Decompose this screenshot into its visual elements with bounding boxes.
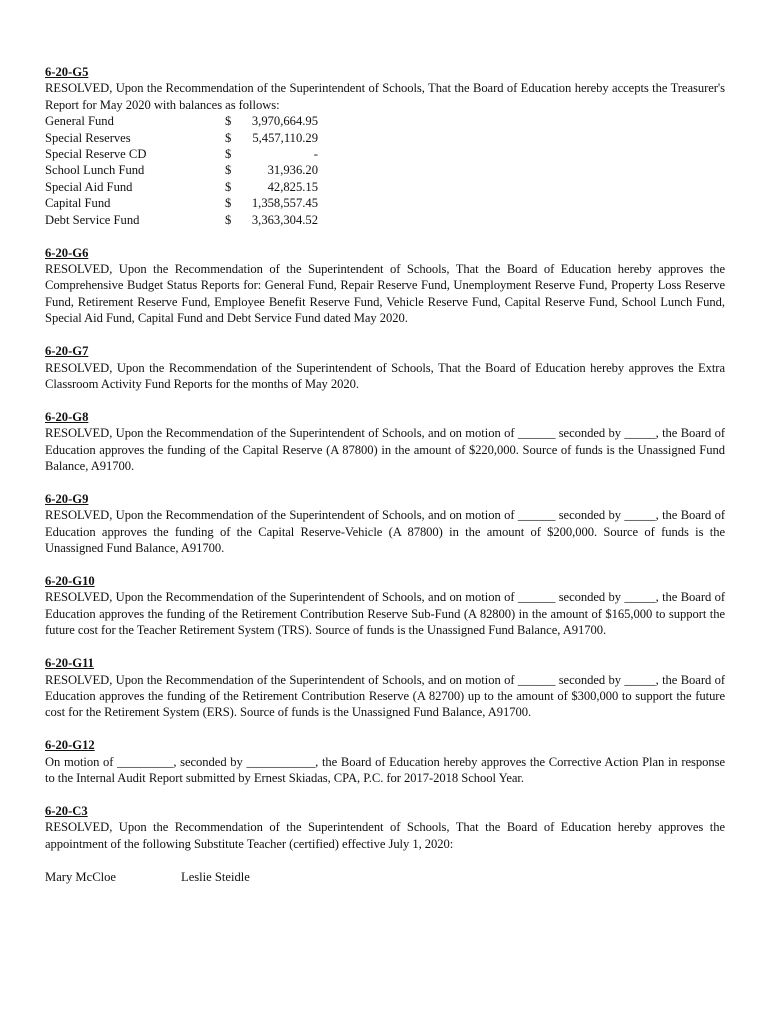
section-id: 6-20-G10 <box>45 574 95 589</box>
teacher-name: Mary McCloe <box>45 870 116 885</box>
fund-currency: $ <box>225 130 232 145</box>
section-6-20-g6 <box>45 245 725 327</box>
fund-name: Special Reserve CD <box>45 147 147 162</box>
section-id: 6-20-G8 <box>45 409 89 424</box>
table-row <box>45 195 318 211</box>
section-6-20-g5 <box>45 64 725 228</box>
section-id: 6-20-G7 <box>45 344 89 359</box>
fund-amount: 1,358,557.45 <box>251 196 318 211</box>
section-6-20-g9 <box>45 491 725 557</box>
fund-name: Debt Service Fund <box>45 212 140 227</box>
substitute-teacher-names <box>45 869 725 885</box>
fund-currency: $ <box>225 196 232 211</box>
table-row <box>45 130 318 146</box>
fund-amount: - <box>313 147 318 162</box>
section-6-20-c3 <box>45 803 725 886</box>
section-text: RESOLVED, Upon the Recommendation of the Superintendent of Schools, and on motion of ______ seconded by _____, the Board of Education approves the funding of the Retirement Contribution Reserve Sub-Fund (A 82800) in the amount of $165,000 to support the future cost for the Teacher Retirement System (TRS). Source of funds is the Unassigned Fund Balance, A91700. <box>45 590 725 638</box>
section-text: RESOLVED, Upon the Recommendation of the Superintendent of Schools, That the Board of Education hereby approves the Extra Classroom Activity Fund Reports for the months of May 2020. <box>45 360 725 391</box>
table-row <box>45 212 318 228</box>
fund-currency: $ <box>225 163 232 178</box>
fund-amount: 5,457,110.29 <box>252 130 318 145</box>
fund-currency: $ <box>225 114 232 129</box>
section-6-20-g10 <box>45 573 725 639</box>
table-row <box>45 162 318 178</box>
section-text: RESOLVED, Upon the Recommendation of the Superintendent of Schools, and on motion of ______ seconded by _____, the Board of Education approves the funding of the Capital Reserve (A 87800) in the amount of $220,000. Source of funds is the Unassigned Fund Balance, A91700. <box>45 426 725 474</box>
section-id: 6-20-G6 <box>45 245 89 260</box>
table-row <box>45 179 318 195</box>
fund-amount: 42,825.15 <box>267 179 318 194</box>
section-text: RESOLVED, Upon the Recommendation of the Superintendent of Schools, and on motion of ______ seconded by _____, the Board of Education approves the funding of the Retirement Contribution Reserve (A 82700) up to the amount of $300,000 to support the future cost for the Retirement System (ERS). Source of funds is the Unassigned Fund Balance, A91700. <box>45 672 725 720</box>
fund-name: Special Aid Fund <box>45 179 133 194</box>
section-id: 6-20-C3 <box>45 804 88 819</box>
section-6-20-g11 <box>45 655 725 721</box>
fund-currency: $ <box>225 147 232 162</box>
section-id: 6-20-G9 <box>45 491 89 506</box>
section-text: RESOLVED, Upon the Recommendation of the Superintendent of Schools, That the Board of Education hereby approves the Comprehensive Budget Status Reports for: General Fund, Repair Reserve Fund, Unemployment Reserve Fund, Property Loss Reserve Fund, Retirement Reserve Fund, Employee Benefit Reserve Fund, Vehicle Reserve Fund, Capital Reserve Fund, School Lunch Fund, Special Aid Fund, Capital Fund and Debt Service Fund dated May 2020. <box>45 261 725 326</box>
fund-name: Capital Fund <box>45 196 111 211</box>
section-text: On motion of _________, seconded by ___________, the Board of Education hereby approves the Corrective Action Plan in response to the Internal Audit Report submitted by Ernest Skiadas, CPA, P.C. for 2017-2018 School Year. <box>45 754 725 786</box>
table-row <box>45 146 318 162</box>
section-6-20-g7 <box>45 343 725 392</box>
table-row <box>45 113 318 129</box>
section-id: 6-20-G12 <box>45 738 95 753</box>
section-text: RESOLVED, Upon the Recommendation of the Superintendent of Schools, and on motion of ______ seconded by _____, the Board of Education approves the funding of the Capital Reserve-Vehicle (A 87800) in the amount of $200,000. Source of funds is the Unassigned Fund Balance, A91700. <box>45 508 725 556</box>
fund-name: School Lunch Fund <box>45 163 145 178</box>
section-text: RESOLVED, Upon the Recommendation of the Superintendent of Schools, That the Board of Education hereby approves the appointment of the following Substitute Teacher (certified) effective July 1, 2020: <box>45 820 725 851</box>
section-id: 6-20-G11 <box>45 656 94 671</box>
document-page <box>45 64 725 902</box>
fund-name: Special Reserves <box>45 130 131 145</box>
section-6-20-g12 <box>45 737 725 786</box>
fund-balance-table <box>45 113 318 228</box>
teacher-name: Leslie Steidle <box>181 870 250 885</box>
fund-currency: $ <box>225 179 232 194</box>
fund-currency: $ <box>225 212 232 227</box>
fund-name: General Fund <box>45 114 114 129</box>
fund-amount: 3,970,664.95 <box>251 114 318 129</box>
fund-amount: 31,936.20 <box>267 163 318 178</box>
section-text: RESOLVED, Upon the Recommendation of the Superintendent of Schools, That the Board of Education hereby accepts the Treasurer's Report for May 2020 with balances as follows: <box>45 81 725 112</box>
fund-amount: 3,363,304.52 <box>251 212 318 227</box>
section-6-20-g8 <box>45 409 725 475</box>
section-id: 6-20-G5 <box>45 65 89 79</box>
